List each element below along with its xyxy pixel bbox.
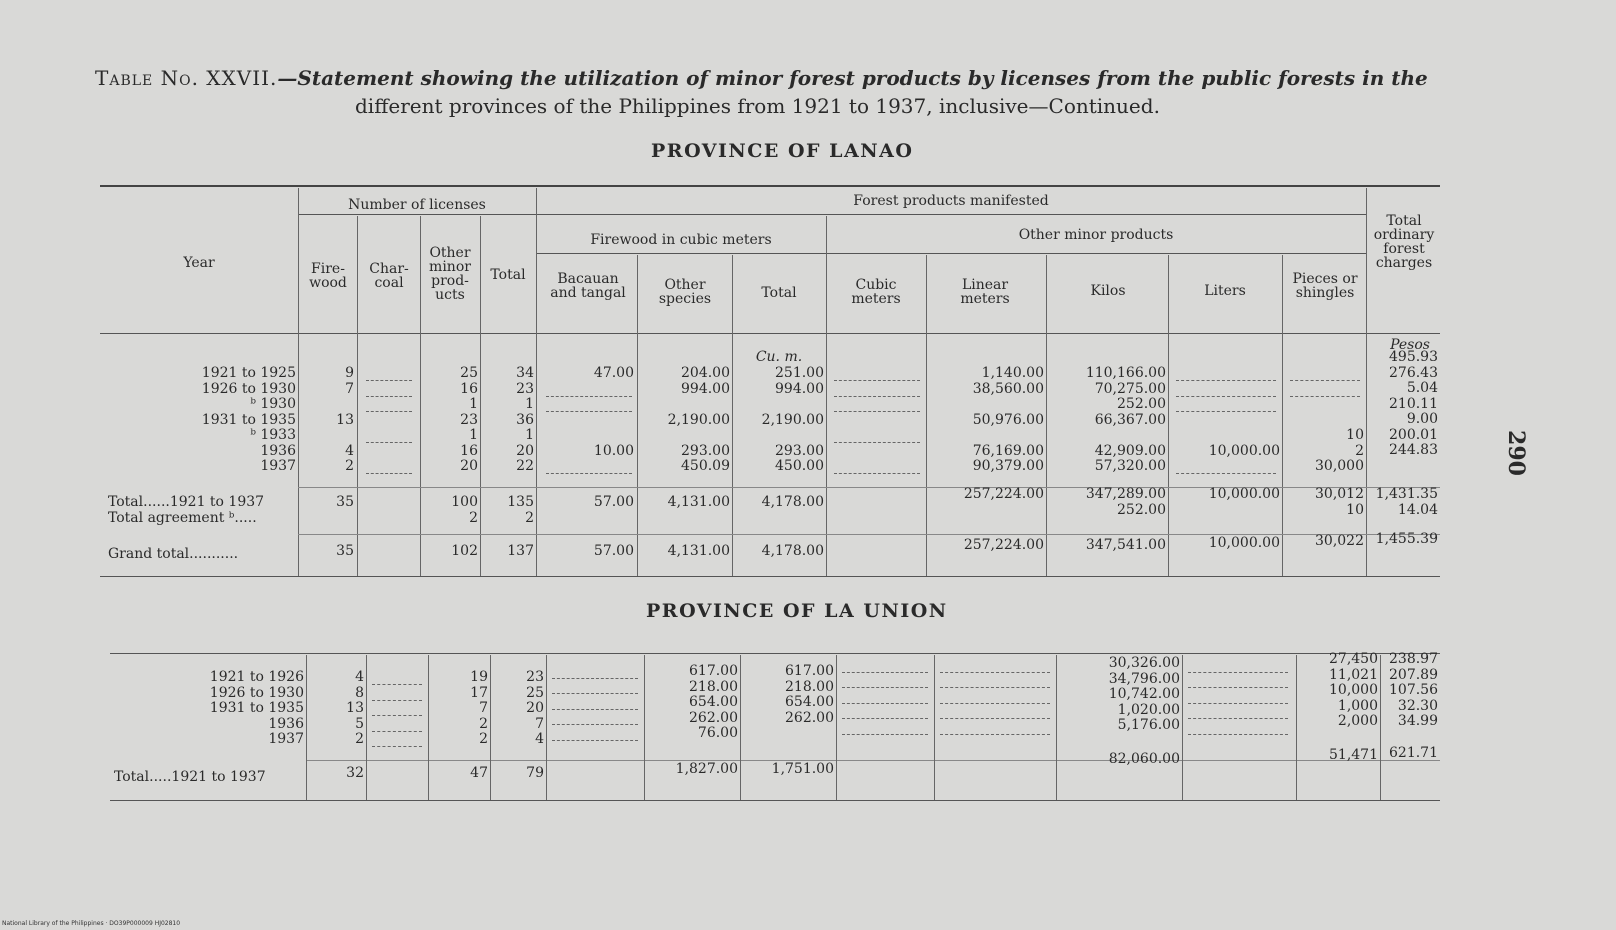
- filler: [1176, 396, 1276, 397]
- lanao-total-liters: 10,000.00: [1208, 486, 1280, 502]
- lanao-total-kilos: 347,289.00 252.00: [1085, 486, 1166, 518]
- header-number-of-licenses: Number of licenses: [348, 197, 486, 213]
- header-other-species: Other species: [658, 277, 712, 307]
- header-firewood-total: Total: [761, 285, 797, 301]
- filler: [1176, 473, 1276, 474]
- col-rule: [926, 255, 927, 576]
- lanao-pieces: 10 2 30,000: [1315, 427, 1364, 474]
- header-bacauan-tangal: Bacauan and tangal: [550, 271, 626, 301]
- col-rule: [1366, 188, 1367, 576]
- col-rule: [637, 255, 638, 576]
- rule: [298, 214, 536, 215]
- launion-pieces: 27,450 11,021 10,000 1,000 2,000: [1329, 651, 1378, 729]
- filler: [372, 715, 422, 716]
- filler: [1290, 380, 1360, 381]
- launion-firewood-licenses: 4 8 13 5 2: [346, 669, 364, 747]
- header-linear-meters: Linear meters: [960, 277, 1010, 307]
- filler: [1290, 396, 1360, 397]
- filler: [940, 687, 1050, 688]
- launion-total-total: 79: [526, 765, 544, 781]
- filler: [940, 718, 1050, 719]
- lanao-bacauan: 47.00 10.00: [593, 365, 634, 459]
- lanao-kilos: 110,166.00 70,275.00 252.00 66,367.00 42,909.00 57,320.00: [1085, 365, 1166, 474]
- grand-total-label-text: Grand total: [108, 546, 190, 562]
- col-rule: [306, 655, 307, 800]
- filler: [834, 473, 920, 474]
- header-kilos: Kilos: [1090, 283, 1126, 299]
- filler: [366, 473, 412, 474]
- table-number: Table No. XXVII.: [95, 66, 278, 90]
- launion-total-other-species: 1,827.00: [675, 761, 738, 777]
- filler: [1188, 703, 1288, 704]
- lanao-total-pieces: 30,012 10: [1315, 486, 1364, 518]
- lanao-linear-meters: 1,140.00 38,560.00 50,976.00 76,169.00 90,379.00: [972, 365, 1044, 474]
- launion-firewood-total: 617.00 218.00 654.00 262.00: [785, 663, 834, 726]
- lanao-other-species: 204.00 994.00 2,190.00 293.00 450.09: [667, 365, 730, 474]
- header-liters: Liters: [1204, 283, 1246, 299]
- launion-total-pieces: 51,471: [1329, 747, 1378, 763]
- col-rule: [1296, 655, 1297, 800]
- filler: [1188, 672, 1288, 673]
- filler: [1188, 687, 1288, 688]
- col-rule: [934, 655, 935, 800]
- col-rule: [357, 216, 358, 576]
- filler: [552, 724, 638, 725]
- col-rule: [1056, 655, 1057, 800]
- rule: [100, 576, 1440, 577]
- launion-total-charges: 621.71: [1389, 745, 1438, 761]
- lanao-grand-fw-total: 4,178.00: [761, 543, 824, 559]
- filler: [1188, 734, 1288, 735]
- filler: [546, 396, 632, 397]
- launion-total-firewood: 32: [346, 765, 364, 781]
- filler: [372, 731, 422, 732]
- col-rule: [428, 655, 429, 800]
- scan-footer: National Library of the Philippines · DO39P000009 HJ02810: [2, 920, 181, 927]
- filler: [366, 411, 412, 412]
- header-other-minor-products-group: Other minor products: [1018, 227, 1174, 243]
- lanao-total-firewood: 35: [336, 494, 354, 510]
- page-number: 290: [1502, 430, 1529, 476]
- total-years-text: 1921 to 1937: [171, 769, 266, 785]
- col-rule: [1282, 255, 1283, 576]
- header-cubic-meters: Cubic meters: [851, 277, 901, 307]
- title-line2-italic: different provinces of the Philippines from 1921 to 1937, inclusive: [355, 94, 1029, 118]
- launion-total-fw-total: 1,751.00: [771, 761, 834, 777]
- lanao-grand-linear: 257,224.00: [963, 537, 1044, 553]
- filler: [842, 687, 928, 688]
- filler: [834, 396, 920, 397]
- filler: [546, 411, 632, 412]
- lanao-total-fw-total: 4,178.00: [761, 494, 824, 510]
- launion-total-licenses: 23 25 20 7 4: [526, 669, 544, 747]
- col-rule: [546, 655, 547, 800]
- header-charcoal: Char-coal: [369, 261, 409, 291]
- lanao-grand-total-label: Grand total...........: [108, 546, 239, 562]
- lanao-grand-other: 102: [451, 543, 478, 559]
- lanao-total-bacauan: 57.00: [593, 494, 634, 510]
- filler: [372, 684, 422, 685]
- agreement-label-text: Total agreement ᵇ: [108, 510, 235, 526]
- filler: [552, 678, 638, 679]
- lanao-total-charges: 1,431.35 14.04: [1375, 486, 1438, 518]
- col-rule: [490, 655, 491, 800]
- filler: [940, 672, 1050, 673]
- rule: [826, 253, 1366, 254]
- unit-pesos: Pesos: [1390, 337, 1430, 353]
- filler: [842, 672, 928, 673]
- rule: [536, 253, 826, 254]
- filler: [552, 709, 638, 710]
- lanao-total-total: 135 2: [507, 494, 534, 526]
- launion-total-other: 47: [470, 765, 488, 781]
- col-rule: [740, 655, 741, 800]
- filler: [552, 693, 638, 694]
- province-lanao-heading: PROVINCE OF LANAO: [651, 140, 914, 162]
- province-la-union-heading: PROVINCE OF LA UNION: [646, 600, 948, 622]
- rule: [110, 653, 1440, 654]
- col-rule: [298, 188, 299, 576]
- launion-other-species: 617.00 218.00 654.00 262.00 76.00: [689, 663, 738, 741]
- lanao-grand-pieces: 30,022: [1315, 533, 1364, 549]
- total-years-text: 1921 to 1937: [169, 494, 265, 510]
- filler: [366, 380, 412, 381]
- header-forest-products-manifested: Forest products manifested: [853, 193, 1049, 209]
- lanao-firewood-licenses: 9 7 13 4 2: [336, 365, 354, 474]
- filler: [834, 380, 920, 381]
- header-firewood: Fire-wood: [309, 261, 347, 291]
- launion-charges: 238.97 207.89 107.56 32.30 34.99: [1389, 651, 1438, 729]
- filler: [366, 396, 412, 397]
- filler: [834, 411, 920, 412]
- lanao-other-licenses: 25 16 1 23 1 16 20: [460, 365, 478, 474]
- header-licenses-total: Total: [490, 267, 526, 283]
- lanao-grand-total: 137: [507, 543, 534, 559]
- filler: [1176, 380, 1276, 381]
- filler: [552, 740, 638, 741]
- lanao-total-label: Total......1921 to 1937: [108, 494, 265, 510]
- col-rule: [732, 255, 733, 576]
- lanao-grand-firewood: 35: [336, 543, 354, 559]
- lanao-total-linear: 257,224.00: [963, 486, 1044, 502]
- filler: [546, 473, 632, 474]
- col-rule: [1182, 655, 1183, 800]
- launion-years: 1921 to 1926 1926 to 1930 1931 to 1935 1936 1937: [209, 669, 304, 747]
- header-total-charges: Total ordinary forest charges: [1373, 213, 1435, 271]
- col-rule: [836, 655, 837, 800]
- header-year: Year: [183, 255, 215, 271]
- filler: [842, 703, 928, 704]
- lanao-grand-bacauan: 57.00: [593, 543, 634, 559]
- lanao-grand-other-species: 4,131.00: [667, 543, 730, 559]
- launion-total-kilos: 82,060.00: [1108, 751, 1180, 767]
- col-rule: [1380, 655, 1381, 800]
- lanao-agreement-label: Total agreement ᵇ.....: [108, 510, 257, 526]
- rule: [306, 760, 1440, 761]
- unit-cubic-meters: Cu. m.: [755, 349, 803, 365]
- header-firewood-cubic-meters: Firewood in cubic meters: [590, 232, 772, 248]
- rule: [100, 333, 1440, 334]
- header-pieces-shingles: Pieces or shingles: [1292, 271, 1358, 301]
- title-line2-tail: —Continued.: [1028, 94, 1160, 118]
- filler: [940, 703, 1050, 704]
- filler: [834, 442, 920, 443]
- title-line2: [355, 94, 1160, 118]
- lanao-total-other-species: 4,131.00: [667, 494, 730, 510]
- col-rule: [644, 655, 645, 800]
- launion-total-label: Total.....1921 to 1937: [114, 769, 266, 785]
- filler: [1176, 411, 1276, 412]
- lanao-grand-charges: 1,455.39: [1375, 531, 1438, 547]
- total-label-text: Total: [108, 494, 144, 510]
- lanao-liters: 10,000.00: [1208, 442, 1280, 459]
- table-title: [95, 66, 1465, 90]
- launion-kilos: 30,326.00 34,796.00 10,742.00 1,020.00 5,176.00: [1108, 655, 1180, 733]
- title-line1: —Statement showing the utilization of minor forest products by licenses from the public forests in the: [277, 66, 1428, 90]
- filler: [842, 718, 928, 719]
- rule: [110, 800, 1440, 801]
- filler: [842, 734, 928, 735]
- col-rule: [480, 216, 481, 576]
- launion-other-licenses: 19 17 7 2 2: [470, 669, 488, 747]
- lanao-total-licenses: 34 23 1 36 1 20 22: [516, 365, 534, 474]
- col-rule: [1168, 255, 1169, 576]
- lanao-years: 1921 to 1925 1926 to 1930 ᵇ 1930 1931 to 1935 ᵇ 1933 1936 1937: [201, 365, 296, 474]
- lanao-firewood-total: 251.00 994.00 2,190.00 293.00 450.00: [761, 365, 824, 474]
- filler: [372, 700, 422, 701]
- filler: [940, 734, 1050, 735]
- lanao-charges: 495.93 276.43 5.04 210.11 9.00 200.01 244.83: [1389, 349, 1438, 458]
- rule: [100, 185, 1440, 187]
- rule: [536, 214, 1366, 215]
- lanao-grand-liters: 10,000.00: [1208, 535, 1280, 551]
- lanao-total-other: 100 2: [451, 494, 478, 526]
- header-other-minor-products: Other minor prod-ucts: [429, 245, 471, 303]
- col-rule: [420, 216, 421, 576]
- filler: [1188, 718, 1288, 719]
- lanao-grand-kilos: 347,541.00: [1085, 537, 1166, 553]
- filler: [366, 442, 412, 443]
- col-rule: [826, 216, 827, 576]
- col-rule: [1046, 255, 1047, 576]
- col-rule: [366, 655, 367, 800]
- filler: [372, 746, 422, 747]
- total-label-text: Total: [114, 769, 150, 785]
